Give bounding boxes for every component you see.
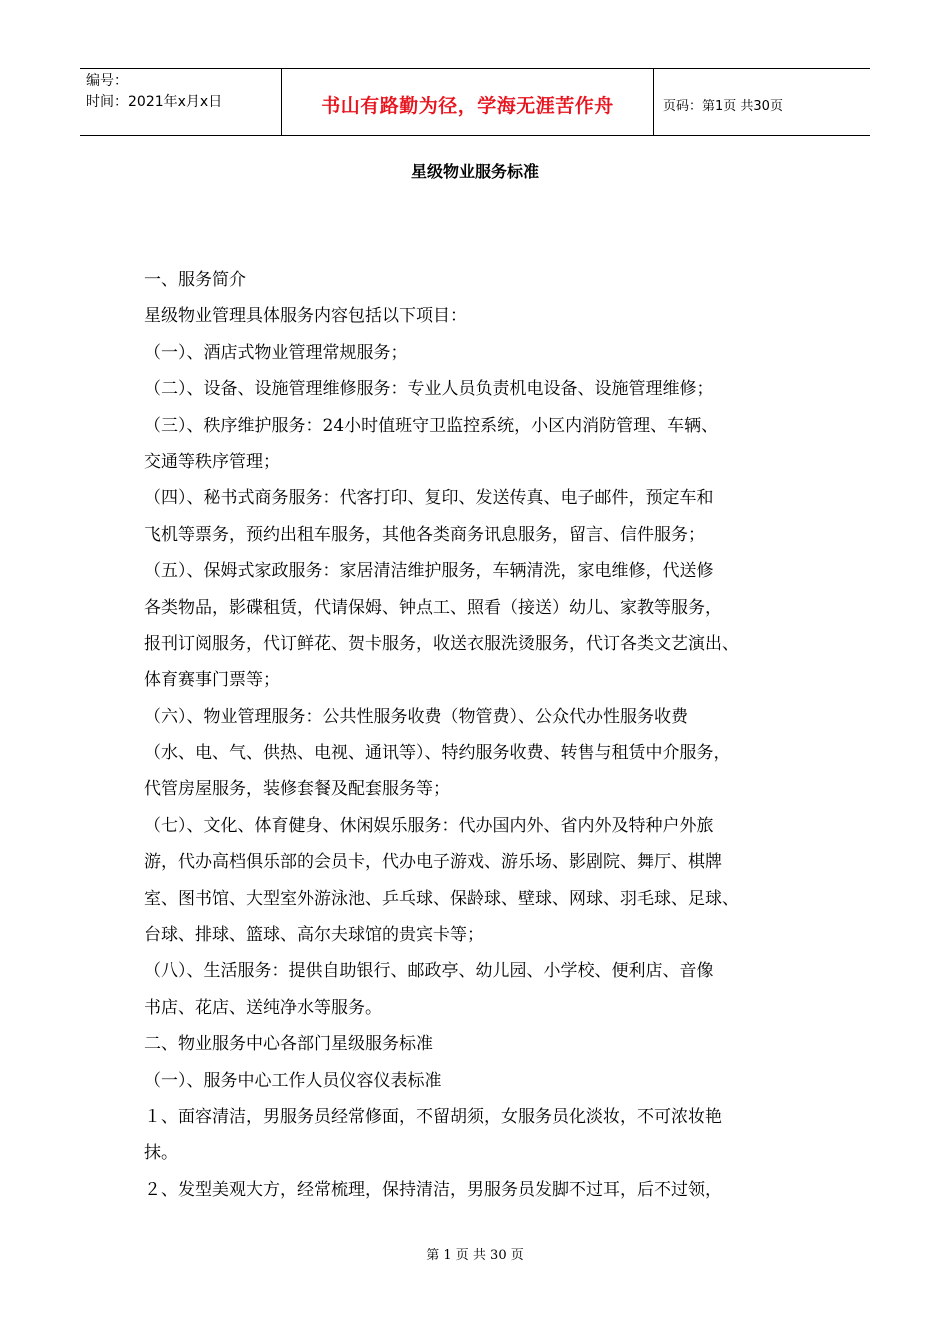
body-line: （二）、设备、设施管理维修服务：专业人员负责机电设备、设施管理维修； bbox=[144, 379, 714, 400]
serial-number-label: 编号： bbox=[86, 73, 128, 89]
body-line: ２、发型美观大方，经常梳理，保持清洁，男服务员发脚不过耳，后不过领， bbox=[144, 1179, 722, 1200]
body-line: （七）、文化、体育健身、休闲娱乐服务：代办国内外、省内外及特种户外旅 bbox=[144, 815, 714, 836]
header-page-cell bbox=[654, 69, 870, 135]
header-motto-cell bbox=[282, 69, 654, 135]
body-line: 室、图书馆、大型室外游泳池、乒乓球、保龄球、壁球、网球、羽毛球、足球、 bbox=[144, 888, 739, 909]
body-line: 抹。 bbox=[144, 1143, 178, 1164]
body-line: 书店、花店、送纯净水等服务。 bbox=[144, 997, 382, 1018]
body-line: （一）、服务中心工作人员仪容仪表标准 bbox=[144, 1070, 442, 1091]
body-line: （水、电、气、供热、电视、通讯等）、特约服务收费、转售与租赁中介服务， bbox=[144, 743, 731, 764]
body-line: 报刊订阅服务，代订鲜花、贺卡服务，收送衣服洗烫服务，代订各类文艺演出、 bbox=[144, 633, 739, 654]
body-line: （四）、秘书式商务服务：代客打印、复印、发送传真、电子邮件，预定车和 bbox=[144, 488, 714, 509]
header-meta-cell bbox=[80, 69, 282, 135]
body-line: 代管房屋服务，装修套餐及配套服务等； bbox=[144, 779, 450, 800]
body-line: 星级物业管理具体服务内容包括以下项目： bbox=[144, 306, 467, 327]
body-line: （五）、保姆式家政服务：家居清洁维护服务，车辆清洗，家电维修，代送修 bbox=[144, 561, 714, 582]
body-line: 游，代办高档俱乐部的会员卡，代办电子游戏、游乐场、影剧院、舞厅、棋牌 bbox=[144, 852, 722, 873]
document-title: 星级物业服务标准 bbox=[410, 162, 539, 181]
body-line: １、面容清洁，男服务员经常修面，不留胡须，女服务员化淡妆，不可浓妆艳 bbox=[144, 1106, 722, 1127]
body-line: 一、服务简介 bbox=[144, 270, 246, 290]
document-body bbox=[144, 262, 834, 1208]
body-line: （八）、生活服务：提供自助银行、邮政亭、幼儿园、小学校、便利店、音像 bbox=[144, 961, 714, 982]
body-line: 交通等秩序管理； bbox=[144, 451, 280, 472]
body-line: 台球、排球、篮球、高尔夫球馆的贵宾卡等； bbox=[144, 925, 484, 946]
body-line: 飞机等票务，预约出租车服务，其他各类商务讯息服务，留言、信件服务； bbox=[144, 524, 705, 545]
body-line: （六）、物业管理服务：公共性服务收费（物管费）、公众代办性服务收费 bbox=[144, 706, 688, 727]
page-info: 页码：第1页 共30页 bbox=[663, 98, 783, 114]
body-line: 各类物品，影碟租赁，代请保姆、钟点工、照看（接送）幼儿、家教等服务， bbox=[144, 597, 722, 618]
header-table bbox=[80, 68, 870, 136]
body-line: （一）、酒店式物业管理常规服务； bbox=[144, 342, 408, 363]
body-line: 体育赛事门票等； bbox=[144, 670, 280, 691]
page-footer: 第 1 页 共 30 页 bbox=[426, 1248, 524, 1263]
motto-text: 书山有路勤为径，学海无涯苦作舟 bbox=[321, 94, 614, 117]
body-line: 二、物业服务中心各部门星级服务标准 bbox=[144, 1034, 433, 1055]
date-label: 时间：2021年x月x日 bbox=[86, 94, 223, 110]
body-line: （三）、秩序维护服务：24小时值班守卫监控系统，小区内消防管理、车辆、 bbox=[144, 415, 719, 436]
